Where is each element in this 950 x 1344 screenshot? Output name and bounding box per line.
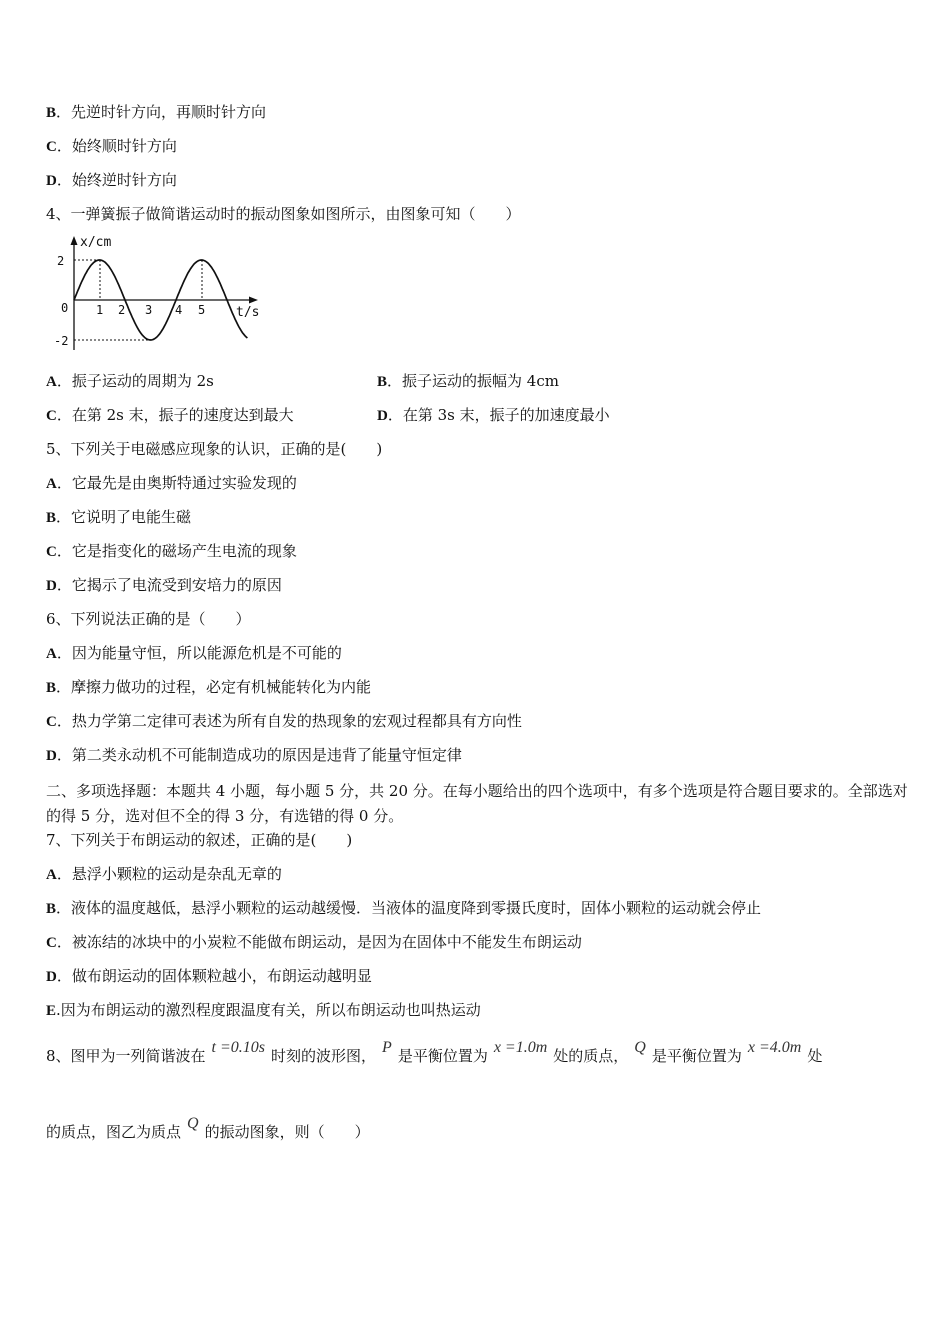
- option-text: ．热力学第二定律可表述为所有自发的热现象的宏观过程都具有方向性: [56, 712, 522, 730]
- option-6a: [46, 643, 342, 664]
- question-8-stem-line1: [46, 1039, 823, 1067]
- q8-formula-time: t =0.10s: [211, 1039, 266, 1056]
- section-2-heading: 二、多项选择题：本题共 4 小题，每小题 5 分，共 20 分。在每小题给出的四个选项中，有多个选项是符合题目要求的。全部选对的得 5 分，选对但不全的得 3 分，有选错的得 0 分。: [46, 782, 908, 825]
- q8-text: 的振动图象，则（ ）: [204, 1123, 370, 1141]
- option-6c: [46, 711, 522, 732]
- question-7-stem: 7、下列关于布朗运动的叙述，正确的是( ): [46, 831, 353, 849]
- option-letter: C: [46, 139, 57, 155]
- option-letter: D: [46, 173, 57, 189]
- option-letter: D: [377, 408, 388, 424]
- q8-symbol-q: Q: [187, 1115, 199, 1132]
- option-text: ．在第 3s 末，振子的加速度最小: [387, 406, 610, 424]
- option-letter: D: [46, 969, 57, 985]
- option-7a: [46, 864, 282, 885]
- option-5c: [46, 541, 297, 562]
- option-7b: [46, 898, 761, 919]
- q8-symbol-q: Q: [634, 1039, 646, 1056]
- option-text: ．始终逆时针方向: [56, 171, 177, 189]
- question-8-stem-line2: [46, 1115, 370, 1143]
- option-7d: [46, 966, 372, 987]
- option-4b: [377, 371, 559, 392]
- y-tick-2: 2: [57, 254, 65, 268]
- q8-text: 时刻的波形图，: [271, 1047, 377, 1065]
- option-3d: [46, 170, 177, 191]
- option-text: ．它揭示了电流受到安培力的原因: [56, 576, 282, 594]
- option-text: ．振子运动的振幅为 4cm: [387, 372, 559, 390]
- option-text: ．它最先是由奥斯特通过实验发现的: [56, 474, 297, 492]
- option-letter: E: [46, 1003, 57, 1019]
- option-6b: [46, 677, 371, 698]
- option-letter: A: [46, 646, 57, 662]
- origin-label: 0: [61, 301, 69, 315]
- option-letter: D: [46, 748, 57, 764]
- option-5a: [46, 473, 297, 494]
- x-tick-3: 3: [145, 303, 153, 317]
- y-axis-label: x/cm: [80, 235, 112, 250]
- option-text: ．振子运动的周期为 2s: [56, 372, 214, 390]
- option-text: ．摩擦力做功的过程，必定有机械能转化为内能: [56, 678, 372, 696]
- option-letter: A: [46, 476, 57, 492]
- option-letter: B: [46, 105, 57, 121]
- option-letter: B: [46, 901, 57, 917]
- x-tick-4: 4: [175, 303, 183, 317]
- option-text: ．它说明了电能生磁: [56, 508, 192, 526]
- option-letter: B: [377, 374, 388, 390]
- q8-text: 8、图甲为一列简谐波在: [46, 1047, 206, 1065]
- q8-text: 的质点，图乙为质点: [46, 1123, 182, 1141]
- option-4a: [46, 371, 214, 392]
- q8-formula-x4: x =4.0m: [747, 1039, 802, 1056]
- question-4-stem: 4、一弹簧振子做简谐运动时的振动图象如图所示，由图象可知（ ）: [46, 205, 521, 223]
- x-tick-2: 2: [118, 303, 126, 317]
- option-letter: C: [46, 714, 57, 730]
- option-7c: [46, 932, 582, 953]
- option-text: ．先逆时针方向，再顺时针方向: [56, 103, 267, 121]
- option-letter: B: [46, 680, 57, 696]
- q8-text: 处: [807, 1047, 823, 1065]
- option-text: ．它是指变化的磁场产生电流的现象: [56, 542, 297, 560]
- y-axis-arrow: [71, 236, 78, 245]
- option-text: .因为布朗运动的激烈程度跟温度有关，所以布朗运动也叫热运动: [56, 1001, 481, 1019]
- option-5b: [46, 507, 191, 528]
- option-3c: [46, 136, 177, 157]
- option-letter: A: [46, 867, 57, 883]
- option-letter: C: [46, 408, 57, 424]
- option-4c: [46, 405, 294, 426]
- option-letter: C: [46, 935, 57, 951]
- y-tick-neg2: -2: [54, 334, 69, 348]
- option-letter: A: [46, 374, 57, 390]
- option-3b: [46, 102, 266, 123]
- q8-text: 处的质点，: [553, 1047, 629, 1065]
- option-4d: [377, 405, 610, 426]
- q8-text: 是平衡位置为: [651, 1047, 742, 1065]
- option-text: ．因为能量守恒，所以能源危机是不可能的: [56, 644, 342, 662]
- option-text: ．始终顺时针方向: [56, 137, 177, 155]
- x-axis-label: t/s: [236, 305, 260, 320]
- option-5d: [46, 575, 282, 596]
- option-text: ．被冻结的冰块中的小炭粒不能做布朗运动，是因为在固体中不能发生布朗运动: [56, 933, 582, 951]
- option-7e: [46, 1000, 481, 1021]
- q8-text: 是平衡位置为: [397, 1047, 488, 1065]
- x-axis-arrow: [249, 297, 258, 304]
- option-text: ．第二类永动机不可能制造成功的原因是违背了能量守恒定律: [56, 746, 462, 764]
- question-6-stem: 6、下列说法正确的是（ ）: [46, 610, 251, 628]
- q8-formula-x1: x =1.0m: [493, 1039, 548, 1056]
- option-letter: B: [46, 510, 57, 526]
- x-tick-5: 5: [198, 303, 206, 317]
- option-text: ．液体的温度越低，悬浮小颗粒的运动越缓慢．当液体的温度降到零摄氏度时，固体小颗粒的运动就会停止: [56, 899, 762, 917]
- q8-symbol-p: P: [382, 1039, 392, 1056]
- option-text: ．在第 2s 末，振子的速度达到最大: [56, 406, 294, 424]
- option-text: ．做布朗运动的固体颗粒越小，布朗运动越明显: [56, 967, 372, 985]
- option-letter: D: [46, 578, 57, 594]
- option-6d: [46, 745, 462, 766]
- option-text: ．悬浮小颗粒的运动是杂乱无章的: [56, 865, 282, 883]
- question-5-stem: 5、下列关于电磁感应现象的认识，正确的是( ): [46, 440, 383, 458]
- x-tick-1: 1: [96, 303, 104, 317]
- vibration-graph: [50, 232, 270, 354]
- option-letter: C: [46, 544, 57, 560]
